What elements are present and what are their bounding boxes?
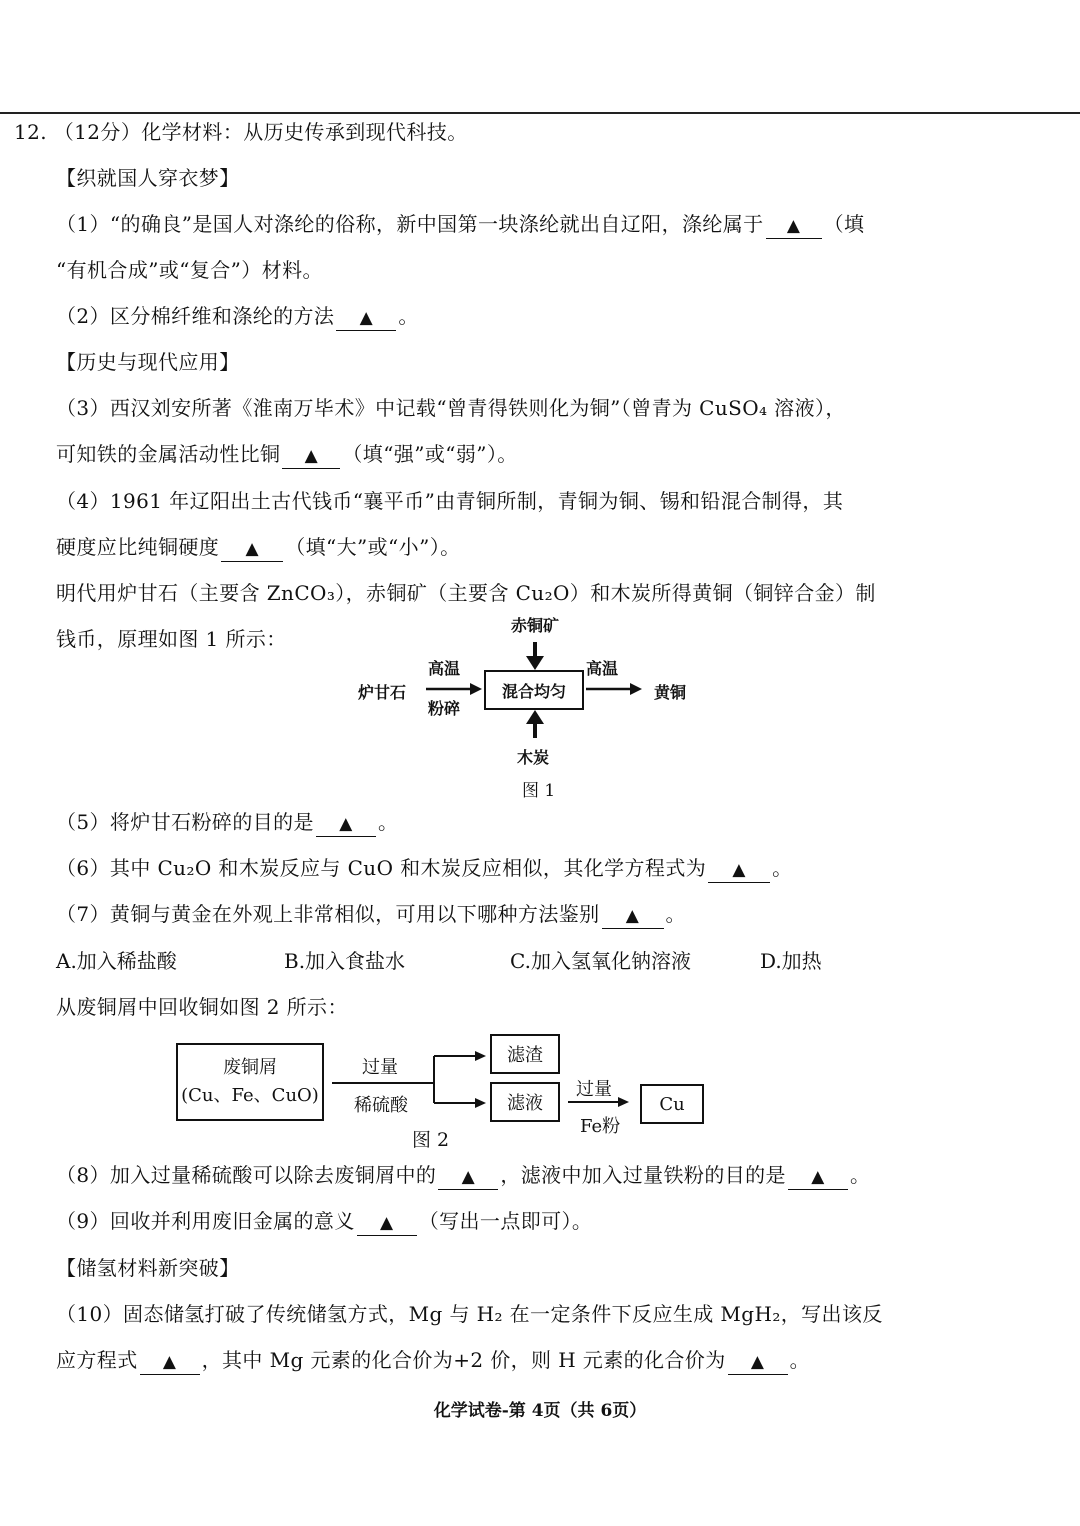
q5-text: （5）将炉甘石粉碎的目的是 xyxy=(56,810,314,834)
q8-text-mid: ，滤液中加入过量铁粉的目的是 xyxy=(500,1163,786,1187)
q10-text-mid: ，其中 Mg 元素的化合价为+2 价，则 H 元素的化合价为 xyxy=(201,1348,726,1372)
fig1-arrow-2 xyxy=(584,679,644,699)
q6-answer-blank[interactable]: ▲ xyxy=(708,856,770,883)
q5-period: 。 xyxy=(377,810,399,834)
fig1-left-input: 炉甘石 xyxy=(358,683,407,702)
fig2-filtrate-box xyxy=(490,1082,560,1122)
q7-option-b[interactable]: B.加入食盐水 xyxy=(284,949,406,973)
fig1-mix-box xyxy=(484,670,584,710)
q1-text-tail: （填 xyxy=(823,212,865,236)
q4-text-tail: （填“大”或“小”）。 xyxy=(285,535,461,559)
fig2-caption: 图 2 xyxy=(412,1129,450,1151)
fig2-start-box xyxy=(176,1043,324,1121)
q10-answer-blank-2[interactable]: ▲ xyxy=(728,1348,788,1375)
section-title-hydrogen: 【储氢材料新突破】 xyxy=(56,1256,240,1280)
intro-fig2: 从废铜屑中回收铜如图 2 所示： xyxy=(56,995,348,1019)
q7-answer-blank[interactable]: ▲ xyxy=(602,902,664,929)
q7-text: （7）黄铜与黄金在外观上非常相似，可用以下哪种方法鉴别 xyxy=(56,902,600,926)
q8-answer-blank-1[interactable]: ▲ xyxy=(438,1163,498,1190)
fig2-filtrate-label: 滤液 xyxy=(507,1093,543,1114)
q3-line2 xyxy=(56,440,518,469)
q7-option-d[interactable]: D.加热 xyxy=(760,949,822,973)
fig1-step1-process: 粉碎 xyxy=(428,699,461,718)
intro-fig1-line2: 钱币，原理如图 1 所示： xyxy=(56,627,287,651)
q10-answer-blank-1[interactable]: ▲ xyxy=(140,1348,200,1375)
fig1-step2-condition: 高温 xyxy=(586,659,619,678)
q7-option-c[interactable]: C.加入氢氧化钠溶液 xyxy=(510,949,691,973)
q8-answer-blank-2[interactable]: ▲ xyxy=(788,1163,848,1190)
section-title-clothing: 【织就国人穿衣梦】 xyxy=(56,166,240,190)
fig1-down-arrow xyxy=(520,640,550,672)
q7-period: 。 xyxy=(665,902,686,926)
fig2-product-label: Cu xyxy=(659,1093,685,1115)
q2-period: 。 xyxy=(398,304,419,328)
q9-text-tail: （写出一点即可）。 xyxy=(418,1209,593,1233)
fig2-reagent-amount: 过量 xyxy=(362,1057,398,1078)
fig2-residue-label: 滤渣 xyxy=(507,1045,543,1066)
q3-text: 可知铁的金属活动性比铜 xyxy=(56,442,281,466)
q10-text: 应方程式 xyxy=(56,1348,138,1372)
fig2-start-components: (Cu、Fe、CuO) xyxy=(181,1085,319,1106)
fig2-reagent: 稀硫酸 xyxy=(354,1095,408,1116)
q3-line1: （3）西汉刘安所著《淮南万毕术》中记载“曾青得铁则化为铜”（曾青为 CuSO₄ 溶液）， xyxy=(56,396,846,420)
fig1-caption: 图 1 xyxy=(522,781,556,801)
fig2-product-box xyxy=(640,1084,704,1124)
q5-answer-blank[interactable]: ▲ xyxy=(316,810,376,837)
question-heading: 12. （12分）化学材料：从历史传承到现代科技。 xyxy=(14,120,468,144)
section-title-history: 【历史与现代应用】 xyxy=(56,350,240,374)
q9-text: （9）回收并利用废旧金属的意义 xyxy=(56,1209,355,1233)
q2-line xyxy=(56,302,419,331)
q1-line1 xyxy=(56,210,864,239)
fig2-step2-amount: 过量 xyxy=(576,1079,612,1100)
q10-period: 。 xyxy=(789,1348,811,1372)
q7-line xyxy=(56,900,686,929)
intro-fig1-line1: 明代用炉甘石（主要含 ZnCO₃），赤铜矿（主要含 Cu₂O）和木炭所得黄铜（铜锌合金）制 xyxy=(56,581,876,605)
fig1-up-arrow xyxy=(520,708,550,740)
q10-line1: （10）固态储氢打破了传统储氢方式，Mg 与 H₂ 在一定条件下反应生成 MgH₂，写出该反 xyxy=(56,1302,883,1326)
fig1-top-input: 赤铜矿 xyxy=(511,616,560,635)
q2-answer-blank[interactable]: ▲ xyxy=(336,304,396,331)
q1-answer-blank[interactable]: ▲ xyxy=(766,212,822,239)
q4-line1: （4）1961 年辽阳出土古代钱币“襄平币”由青铜所制，青铜为铜、锡和铅混合制得，其 xyxy=(56,489,844,513)
top-rule xyxy=(0,112,1080,114)
fig2-step2-reagent: Fe粉 xyxy=(580,1116,621,1137)
q8-line xyxy=(56,1161,870,1190)
q6-text: （6）其中 Cu₂O 和木炭反应与 CuO 和木炭反应相似，其化学方程式为 xyxy=(56,856,707,880)
q6-line xyxy=(56,854,793,883)
q4-line2 xyxy=(56,533,461,562)
q8-period: 。 xyxy=(849,1163,871,1187)
q5-line xyxy=(56,808,398,837)
fig2-start-label: 废铜屑 xyxy=(223,1057,277,1078)
q3-text-tail: （填“强”或“弱”）。 xyxy=(342,442,518,466)
q1-text: （1）“的确良”是国人对涤纶的俗称，新中国第一块涤纶就出自辽阳，涤纶属于 xyxy=(56,212,764,236)
fig2-branch-arrows xyxy=(330,1045,490,1115)
q9-answer-blank[interactable]: ▲ xyxy=(357,1209,417,1236)
q10-line2 xyxy=(56,1346,810,1375)
q9-line xyxy=(56,1207,592,1236)
fig1-product: 黄铜 xyxy=(654,683,687,702)
q4-answer-blank[interactable]: ▲ xyxy=(221,535,283,562)
page-footer: 化学试卷-第 4页（共 6页） xyxy=(433,1401,647,1421)
q7-option-a[interactable]: A.加入稀盐酸 xyxy=(56,949,177,973)
fig2-residue-box xyxy=(490,1034,560,1074)
q3-answer-blank[interactable]: ▲ xyxy=(282,442,340,469)
fig1-step1-condition: 高温 xyxy=(428,659,461,678)
fig2-arrow-2 xyxy=(566,1092,632,1112)
fig1-mix-label: 混合均匀 xyxy=(501,681,566,701)
q8-text: （8）加入过量稀硫酸可以除去废铜屑中的 xyxy=(56,1163,437,1187)
q2-text: （2）区分棉纤维和涤纶的方法 xyxy=(56,304,335,328)
q6-period: 。 xyxy=(772,856,793,880)
q1-line2: “有机合成”或“复合”）材料。 xyxy=(56,258,323,282)
fig1-bottom-input: 木炭 xyxy=(517,748,550,767)
q4-text: 硬度应比纯铜硬度 xyxy=(56,535,220,559)
